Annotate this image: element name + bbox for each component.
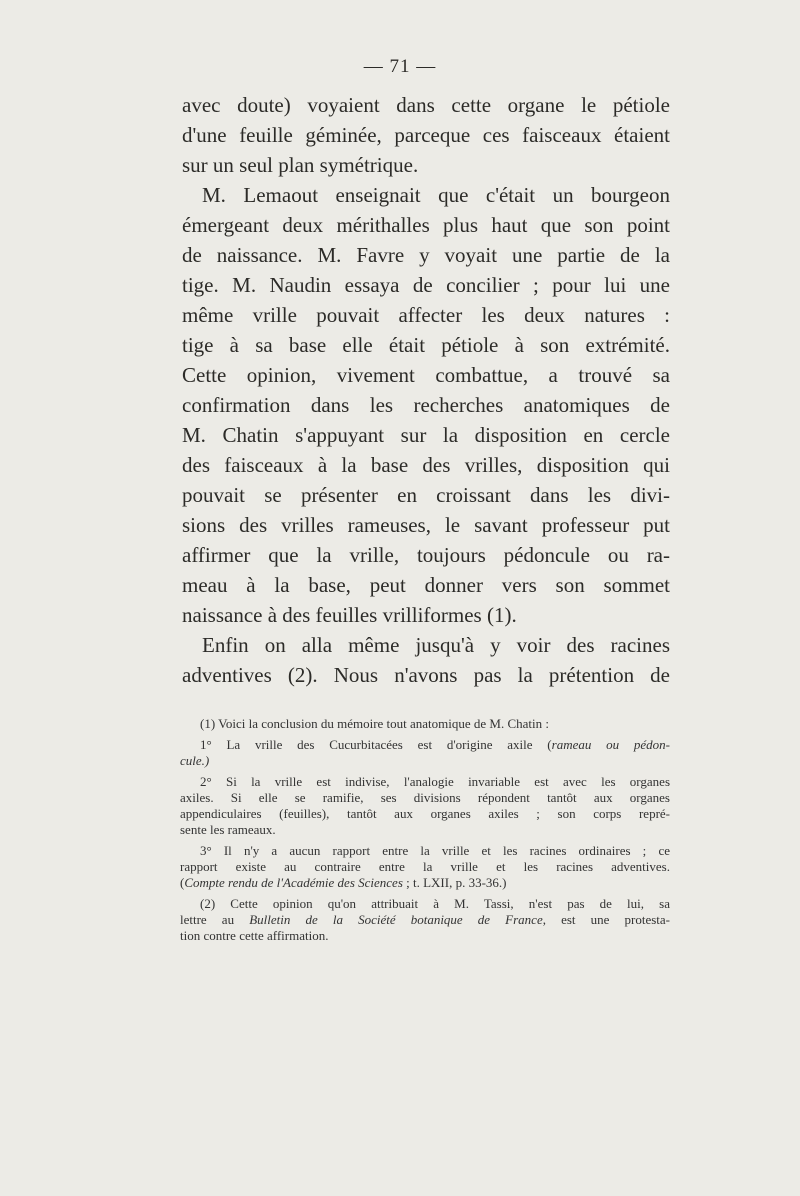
- text-line: 2° Si la vrille est indivise, l'analogie invariable est avec les organes: [200, 774, 670, 789]
- text-line: axiles. Si elle se ramifie, ses divisions répondent tantôt aux organes: [180, 790, 670, 805]
- text-line: des faisceaux à la base des vrilles, disposition qui: [182, 453, 670, 477]
- text-line: (1) Voici la conclusion du mémoire tout anatomique de M. Chatin :: [200, 716, 550, 731]
- text-line: Enfin on alla même jusqu'à y voir des racines: [202, 633, 670, 657]
- text-line: sente les rameaux.: [180, 822, 276, 837]
- text-line: M. Lemaout enseignait que c'était un bourgeon: [202, 183, 670, 207]
- text-line: meau à la base, peut donner vers son sommet: [182, 573, 670, 597]
- text-line: Cette opinion, vivement combattue, a trouvé sa: [182, 363, 670, 387]
- italic-fragment: Compte rendu de l'Académie des Sciences: [184, 875, 403, 890]
- text-line: sur un seul plan symétrique.: [182, 153, 419, 177]
- text-fragment: 1° La vrille des Cucurbitacées est d'origine axile (: [200, 737, 552, 752]
- text-line: naissance à des feuilles vrilliformes (1).: [182, 603, 517, 627]
- text-line: même vrille pouvait affecter les deux natures :: [182, 303, 670, 327]
- text-line: tion contre cette affirmation.: [180, 928, 329, 943]
- text-line: sions des vrilles rameuses, le savant professeur put: [182, 513, 670, 537]
- text-line: de naissance. M. Favre y voyait une partie de la: [182, 243, 670, 267]
- text-line: [180, 912, 670, 928]
- text-line: tige. M. Naudin essaya de concilier ; pour lui une: [182, 273, 670, 297]
- text-line: avec doute) voyaient dans cette organe le pétiole: [182, 93, 670, 117]
- text-line: 3° Il n'y a aucun rapport entre la vrille et les racines ordinaires ; ce: [200, 843, 670, 858]
- text-line: émergeant deux mérithalles plus haut que son point: [182, 213, 670, 237]
- text-fragment: ; t. LXII, p. 33-36.): [402, 875, 507, 890]
- text-line: affirmer que la vrille, toujours pédoncule ou ra-: [182, 543, 670, 567]
- paragraph: [182, 180, 670, 630]
- text-line: appendiculaires (feuilles), tantôt aux organes axiles ; son corps repré-: [180, 806, 670, 821]
- text-line: M. Chatin s'appuyant sur la disposition en cercle: [182, 423, 670, 447]
- italic-fragment: cule.): [180, 753, 210, 768]
- text-line: [180, 875, 670, 891]
- text-line: rapport existe au contraire entre la vrille et les racines adventives.: [180, 859, 670, 874]
- italic-fragment: Bulletin de la Société botanique de France: [249, 912, 543, 927]
- text-fragment: lettre au: [180, 912, 250, 927]
- italic-fragment: rameau ou pédon-: [551, 737, 670, 752]
- text-line: confirmation dans les recherches anatomiques de: [182, 393, 670, 417]
- paragraph: [182, 630, 670, 690]
- paragraph: [182, 90, 670, 180]
- text-line: adventives (2). Nous n'avons pas la prétention de: [182, 663, 670, 687]
- footnotes: [180, 716, 670, 949]
- text-line: pouvait se présenter en croissant dans les divi-: [182, 483, 670, 507]
- text-fragment: (: [180, 875, 185, 890]
- page-number: — 71 —: [363, 56, 437, 77]
- text-line: [180, 753, 670, 769]
- text-line: (2) Cette opinion qu'on attribuait à M. Tassi, n'est pas de lui, sa: [200, 896, 670, 911]
- footnote-2: [180, 896, 670, 944]
- footnote-1-point-2: [180, 774, 670, 838]
- body-text: [182, 90, 670, 690]
- text-line: tige à sa base elle était pétiole à son extrémité.: [182, 333, 670, 357]
- footnote-1: [180, 716, 670, 732]
- text-fragment: , est une protesta-: [542, 912, 670, 927]
- footnote-1-point-1: [180, 737, 670, 769]
- text-line: [180, 737, 670, 753]
- footnote-1-point-3: [180, 843, 670, 891]
- text-line: d'une feuille géminée, parceque ces faisceaux étaient: [182, 123, 670, 147]
